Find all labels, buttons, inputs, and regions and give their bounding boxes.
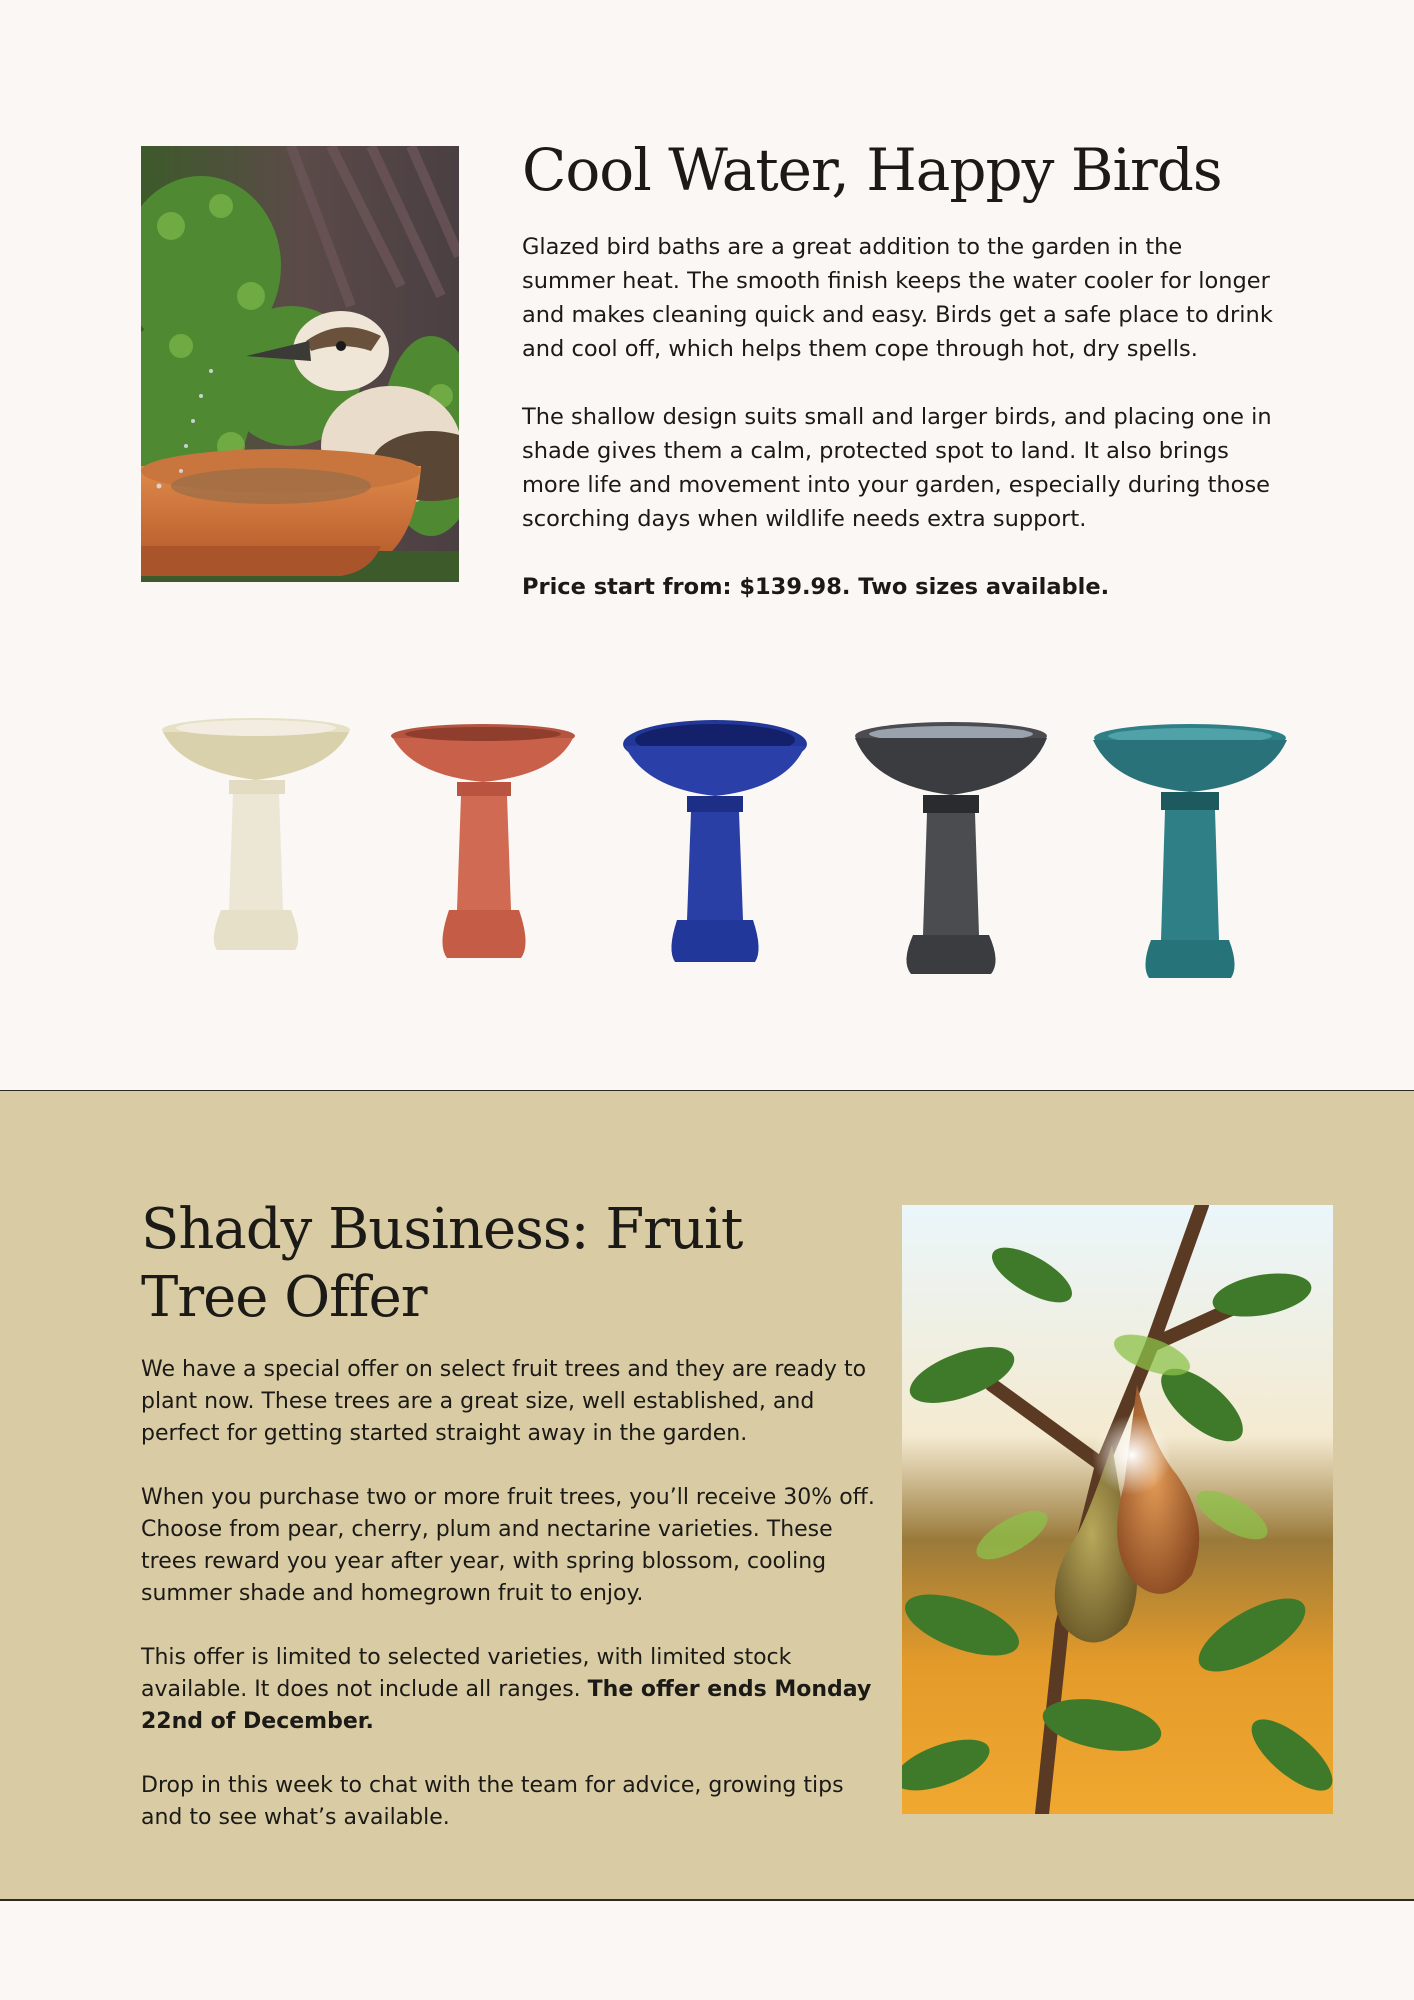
fruit-tree-paragraph-4: Drop in this week to chat with the team for advice, growing tips and to see what’s available. bbox=[141, 1773, 844, 1830]
fruit-tree-title: Shady Business: Fruit Tree Offer bbox=[141, 1197, 743, 1330]
fruit-tree-copy bbox=[141, 1196, 881, 1834]
section-divider-bottom bbox=[0, 1899, 1414, 1901]
bird-bath-range bbox=[141, 700, 1321, 1000]
bird-bath-price: Price start from: $139.98. Two sizes available. bbox=[522, 574, 1110, 600]
offer-terms-text: This offer is limited to selected varieties, with limited stock available. It does not include all ranges. bbox=[141, 1645, 792, 1702]
bird-bath-paragraph-1: Glazed bird baths are a great addition to the garden in the summer heat. The smooth finish keeps the water cooler for longer and makes cleaning quick and easy. Birds get a safe place to drink and cool off, which helps them cope through hot, dry spells. bbox=[522, 234, 1273, 362]
kookaburra-bird-bath-photo bbox=[141, 146, 459, 582]
pear-tree-photo bbox=[902, 1205, 1333, 1814]
bird-bath-charcoal bbox=[837, 700, 1057, 1000]
fruit-tree-paragraph-2: When you purchase two or more fruit trees, you’ll receive 30% off. Choose from pear, cherry, plum and nectarine varieties. These trees reward you year after year, with spring blossom, cooling summer shade and homegrown fruit to enjoy. bbox=[141, 1485, 875, 1606]
bird-bath-paragraph-2: The shallow design suits small and larger birds, and placing one in shade gives them a calm, protected spot to land. It also brings more life and movement into your garden, especially during those scorching days when wildlife needs extra support. bbox=[522, 404, 1272, 532]
bird-bath-red bbox=[373, 700, 593, 1000]
fruit-tree-paragraph-3 bbox=[141, 1642, 881, 1738]
offer-end-date: The offer ends Monday 22nd of December. bbox=[141, 1677, 872, 1734]
bird-bath-title: Cool Water, Happy Birds bbox=[522, 136, 1222, 204]
bird-bath-blue bbox=[605, 700, 825, 1000]
bird-bath-copy bbox=[522, 136, 1282, 604]
bird-bath-cream bbox=[141, 700, 361, 1000]
bird-bath-teal bbox=[1069, 700, 1289, 1000]
fruit-tree-paragraph-1: We have a special offer on select fruit trees and they are ready to plant now. These trees are a great size, well established, and perfect for getting started straight away in the garden. bbox=[141, 1357, 867, 1446]
